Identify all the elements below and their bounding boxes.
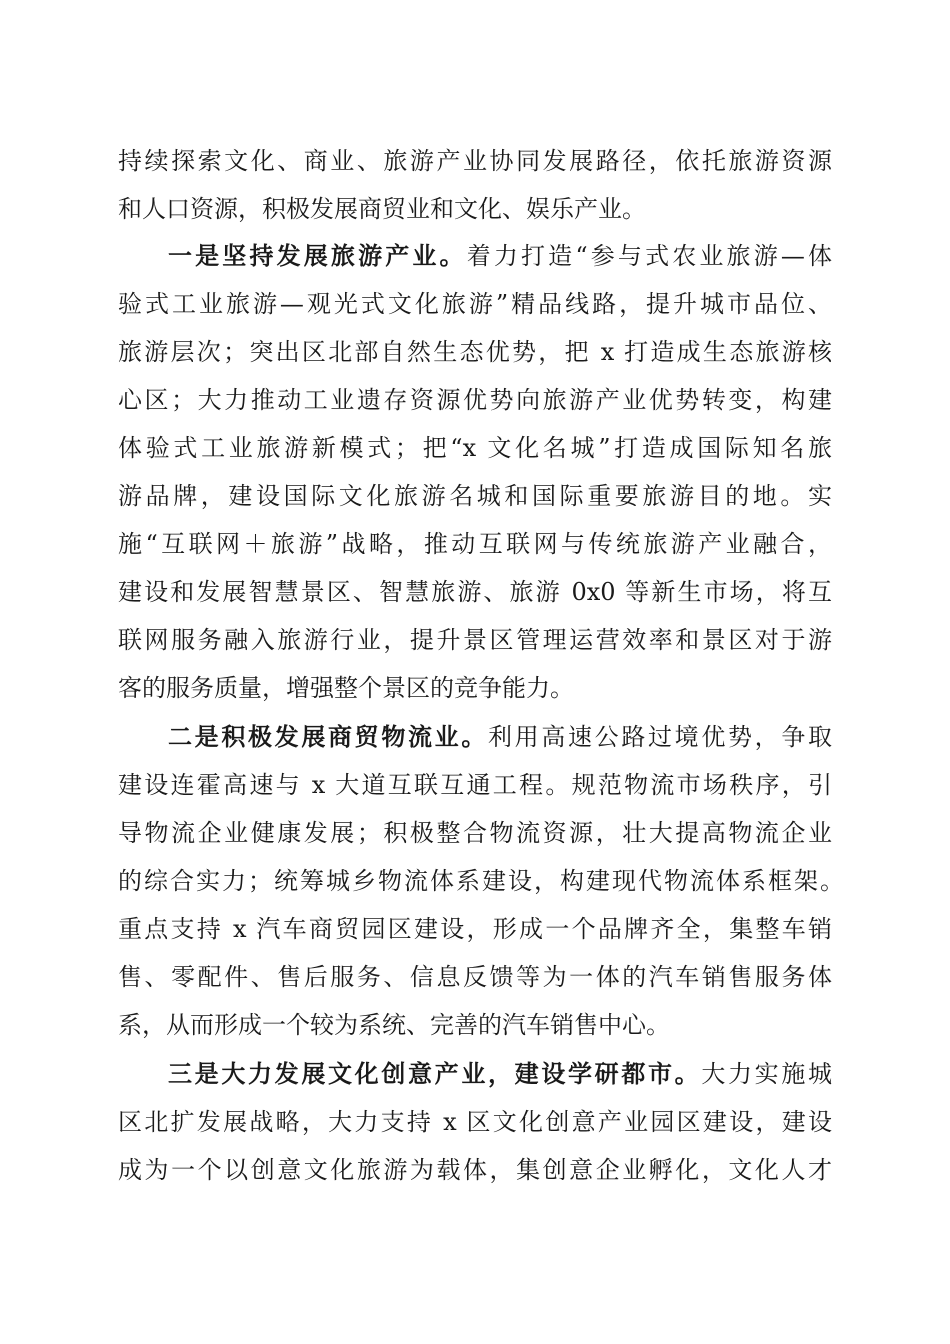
line-text: 售、零配件、售后服务、信息反馈等为一体的汽车销售服务体 [118, 963, 832, 991]
line-text: 大力实施城 [701, 1060, 833, 1088]
body-line [0, 519, 950, 569]
line-text: 心区；大力推动工业遗存资源优势向旅游产业优势转变，构建 [118, 386, 832, 414]
paragraph-lead-heading: 三是大力发展文化创意产业，建设学研都市。 [168, 1059, 702, 1088]
line-text: 持续探索文化、商业、旅游产业协同发展路径，依托旅游资源 [118, 147, 832, 175]
line-text: 建设和发展智慧景区、智慧旅游、旅游 0x0 等新生市场，将互 [118, 578, 832, 606]
line-text: 和人口资源，积极发展商贸业和文化、娱乐产业。 [118, 195, 646, 223]
paragraph-first-line [0, 1049, 950, 1099]
paragraph-first-line [0, 712, 950, 762]
line-text: 游品牌，建设国际文化旅游名城和国际重要旅游目的地。实 [118, 482, 832, 510]
body-line [0, 904, 950, 954]
line-text: 旅游层次；突出区北部自然生态优势，把 x 打造成生态旅游核 [118, 338, 832, 366]
body-line [0, 1097, 950, 1147]
body-line [0, 471, 950, 521]
line-text: 施“互联网＋旅游”战略，推动互联网与传统旅游产业融合， [118, 530, 832, 558]
body-line [0, 279, 950, 329]
line-text: 建设连霍高速与 x 大道互联互通工程。规范物流市场秩序，引 [118, 771, 832, 799]
line-text: 重点支持 x 汽车商贸园区建设，形成一个品牌齐全，集整车销 [118, 915, 832, 943]
body-line [0, 808, 950, 858]
body-line [0, 184, 950, 234]
body-line [0, 663, 950, 713]
body-line [0, 423, 950, 473]
line-text: 成为一个以创意文化旅游为载体，集创意企业孵化，文化人才 [118, 1156, 832, 1184]
body-line [0, 615, 950, 665]
body-line [0, 136, 950, 186]
line-text: 的综合实力；统筹城乡物流体系建设，构建现代物流体系框架。 [118, 867, 844, 895]
line-text: 利用高速公路过境优势，争取 [488, 723, 832, 751]
body-line [0, 1000, 950, 1050]
body-line [0, 1145, 950, 1195]
paragraph-lead-heading: 一是坚持发展旅游产业。 [168, 241, 467, 270]
line-text: 系，从而形成一个较为系统、完善的汽车销售中心。 [118, 1011, 670, 1039]
line-text: 验式工业旅游—观光式文化旅游”精品线路，提升城市品位、 [118, 290, 832, 318]
body-line [0, 375, 950, 425]
paragraph-lead-heading: 二是积极发展商贸物流业。 [168, 722, 488, 751]
body-line [0, 856, 950, 906]
body-line [0, 952, 950, 1002]
line-text: 着力打造“参与式农业旅游—体 [466, 242, 833, 270]
body-line [0, 567, 950, 617]
body-line [0, 327, 950, 377]
paragraph-first-line [0, 231, 950, 281]
line-text: 客的服务质量，增强整个景区的竞争能力。 [118, 674, 574, 702]
line-text: 导物流企业健康发展；积极整合物流资源，壮大提高物流企业 [118, 819, 832, 847]
body-line [0, 760, 950, 810]
line-text: 区北扩发展战略，大力支持 x 区文化创意产业园区建设，建设 [118, 1108, 832, 1136]
line-text: 体验式工业旅游新模式；把“x 文化名城”打造成国际知名旅 [118, 434, 832, 462]
line-text: 联网服务融入旅游行业，提升景区管理运营效率和景区对于游 [118, 626, 832, 654]
